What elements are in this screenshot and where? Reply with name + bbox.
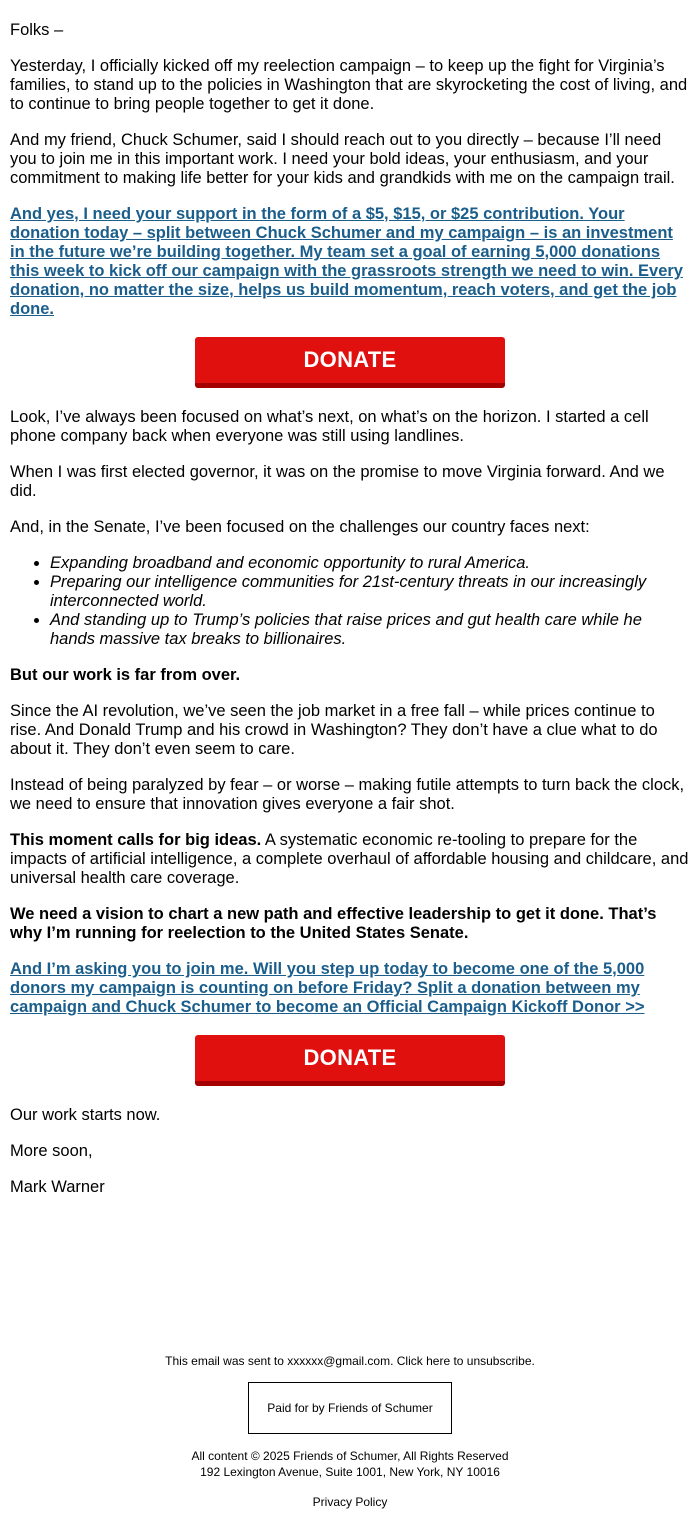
list-item: • And standing up to Trump’s policies that raise prices and gut health care while he hands massive tax breaks to billionaires.	[50, 611, 690, 649]
paragraph-2: And my friend, Chuck Schumer, said I should reach out to you directly – because I’ll need you to join me in this important work. I need your bold ideas, your enthusiasm, and your commitment to making life better for your kids and grandkids with me on the campaign trail.	[10, 131, 675, 187]
paragraph-4: When I was first elected governor, it was on the promise to move Virginia forward. And we did.	[10, 463, 665, 500]
paragraph-6: But our work is far from over.	[10, 666, 241, 684]
priorities-list	[10, 554, 690, 649]
donate-button-container-2	[10, 1035, 690, 1086]
donor-ask-link[interactable]: And I’m asking you to join me. Will you step up today to become one of the 5,000 donors my campaign is counting on before Friday? Split a donation between my campaign and Chuck Schumer to become an Official Campaign Kickoff Donor >>	[10, 960, 645, 1016]
donate-button[interactable]: DONATE	[195, 1035, 505, 1086]
address: 192 Lexington Avenue, Suite 1001, New York, NY 10016	[200, 1465, 500, 1479]
privacy-policy-link[interactable]: Privacy Policy	[312, 1495, 388, 1509]
email-footer	[0, 1353, 700, 1510]
greeting: Folks –	[10, 21, 64, 39]
list-item: • Expanding broadband and economic opportunity to rural America.	[50, 554, 690, 573]
paragraph-8: Instead of being paralyzed by fear – or worse – making futile attempts to turn back the clock, we need to ensure that innovation gives everyone a fair shot.	[10, 776, 685, 813]
paragraph-3: Look, I’ve always been focused on what’s next, on what’s on the horizon. I started a cell phone company back when everyone was still using landlines.	[10, 408, 649, 445]
paragraph-9-bold: This moment calls for big ideas.	[10, 831, 262, 849]
recipient-email: xxxxxx@gmail.com	[287, 1354, 391, 1368]
unsubscribe-link[interactable]: . Click here to unsubscribe.	[390, 1354, 535, 1368]
paragraph-1: Yesterday, I officially kicked off my reelection campaign – to keep up the fight for Virginia’s families, to stand up to the policies in Washington that are skyrocketing the cost of living, and to continue to bring people together to get it done.	[10, 57, 688, 113]
donation-ask-link[interactable]: And yes, I need your support in the form of a $5, $15, or $25 contribution. Your donation today – split between Chuck Schumer and my campaign – is an investment in the future we’re building together. My team set a goal of earning 5,000 donations this week to kick off our campaign with the grassroots strength we need to win. Every donation, no matter the size, helps us build momentum, reach voters, and get the job done.	[10, 205, 683, 318]
sent-prefix: This email was sent to	[165, 1354, 288, 1368]
sent-to-notice	[0, 1353, 700, 1369]
copyright: All content © 2025 Friends of Schumer, All Rights Reserved	[191, 1449, 509, 1463]
donate-button[interactable]: DONATE	[195, 337, 505, 388]
paragraph-10: We need a vision to chart a new path and effective leadership to get it done. That’s why I’m running for reelection to the United States Senate.	[10, 905, 657, 942]
privacy-policy-container	[0, 1494, 700, 1510]
paid-for-box: Paid for by Friends of Schumer	[248, 1382, 452, 1434]
closing-line: Our work starts now.	[10, 1106, 161, 1124]
paragraph-9-rest: A systematic economic re-tooling to prepare for the impacts of artificial intelligence, a complete overhaul of affordable housing and childcare, and universal health care coverage.	[10, 831, 689, 887]
sign-off: More soon,	[10, 1142, 93, 1160]
signature: Mark Warner	[10, 1178, 105, 1196]
list-item: • Preparing our intelligence communities for 21st-century threats in our increasingly interconnected world.	[50, 573, 690, 611]
paragraph-7: Since the AI revolution, we’ve seen the job market in a free fall – while prices continue to rise. And Donald Trump and his crowd in Washington? They don’t have a clue what to do about it. They don’t even seem to care.	[10, 702, 658, 758]
donate-button-container-1	[10, 337, 690, 388]
paragraph-9	[10, 831, 690, 888]
paragraph-5: And, in the Senate, I’ve been focused on the challenges our country faces next:	[10, 518, 590, 536]
